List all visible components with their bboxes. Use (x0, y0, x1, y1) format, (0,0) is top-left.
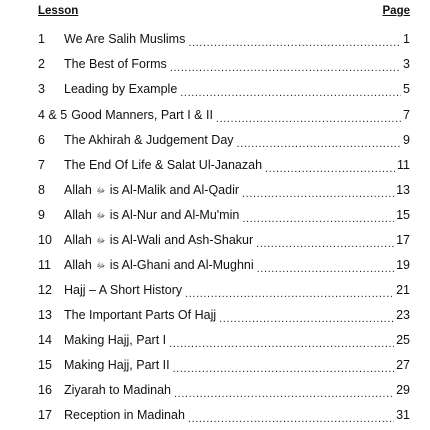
dot-leader (188, 35, 401, 47)
dot-leader (219, 311, 394, 323)
page-number: 21 (396, 283, 410, 297)
page-number: 17 (396, 233, 410, 247)
page-number: 15 (396, 208, 410, 222)
title-text: The Important Parts Of Hajj (64, 308, 217, 322)
toc-row (38, 29, 410, 49)
lesson-number: 7 (38, 158, 45, 172)
title-text: The End Of Life & Salat Ul-Janazah (64, 158, 263, 172)
page-number: 13 (396, 183, 410, 197)
title-text: is Al-Wali and Ash-Shakur (109, 233, 254, 247)
lesson-title (64, 32, 185, 46)
title-text: Making Hajj, Part II (64, 358, 170, 372)
page-number: 27 (396, 358, 410, 372)
toc-row (38, 180, 410, 200)
page-number: 11 (397, 158, 410, 172)
title-text: Allah (64, 183, 92, 197)
page-number: 19 (396, 258, 410, 272)
lesson-title (64, 82, 177, 96)
title-text: Allah (64, 233, 92, 247)
page-number: 5 (403, 82, 410, 96)
title-text: The Akhirah & Judgement Day (64, 133, 234, 147)
dot-leader (170, 60, 401, 72)
lesson-title (64, 183, 239, 197)
toc-row (38, 54, 410, 74)
dot-leader (257, 261, 394, 273)
title-text: Leading by Example (64, 82, 178, 96)
title-text: Ziyarah to Madinah (64, 383, 172, 397)
dot-leader (265, 161, 395, 173)
title-text: We Are Salih Muslims (64, 32, 186, 46)
toc-row (38, 405, 410, 425)
title-text: is Al-Ghani and Al-Mughni (109, 258, 254, 272)
page-number: 1 (403, 32, 410, 46)
dot-leader (188, 411, 394, 423)
lesson-title (64, 283, 182, 297)
dot-leader (242, 186, 394, 198)
honorific-glyph: ﷻ (96, 210, 106, 220)
toc-row (38, 305, 410, 325)
toc-row (38, 105, 410, 125)
page-number: 7 (403, 108, 410, 122)
toc-row (38, 255, 410, 275)
lesson-number: 16 (38, 383, 52, 397)
lesson-title (64, 133, 234, 147)
honorific-glyph: ﷻ (96, 235, 106, 245)
title-text: The Best of Forms (64, 57, 167, 71)
toc-row (38, 230, 410, 250)
page-number: 25 (396, 333, 410, 347)
lesson-number: 14 (38, 333, 52, 347)
lesson-number: 9 (38, 208, 45, 222)
title-text: Making Hajj, Part I (64, 333, 167, 347)
lesson-title (71, 108, 213, 122)
lesson-number: 8 (38, 183, 45, 197)
lesson-number: 6 (38, 133, 45, 147)
lesson-title (64, 258, 254, 272)
lesson-title (64, 233, 253, 247)
lesson-number: 17 (38, 408, 52, 422)
toc-row (38, 355, 410, 375)
lesson-number: 13 (38, 308, 52, 322)
lesson-title (64, 208, 239, 222)
lesson-number: 3 (38, 82, 45, 96)
lesson-title (64, 158, 262, 172)
page-number: 31 (396, 408, 410, 422)
lesson-title (64, 308, 216, 322)
title-text: Allah (64, 208, 92, 222)
lesson-number: 10 (38, 233, 52, 247)
title-text: Allah (64, 258, 92, 272)
toc-row (38, 79, 410, 99)
lesson-title (64, 57, 167, 71)
honorific-glyph: ﷻ (96, 260, 106, 270)
lesson-title (64, 383, 171, 397)
lesson-title (64, 358, 170, 372)
page-number: 9 (403, 133, 410, 147)
dot-leader (180, 85, 401, 97)
dot-leader (185, 286, 394, 298)
page-number: 3 (403, 57, 410, 71)
title-text: Reception in Madinah (64, 408, 185, 422)
page-column-header: Page (382, 5, 410, 17)
lesson-title (64, 408, 185, 422)
lesson-number: 11 (38, 258, 51, 272)
lesson-title (64, 333, 166, 347)
lesson-number: 4 & 5 (38, 108, 68, 122)
toc-row (38, 280, 410, 300)
toc-header (38, 5, 410, 23)
toc-row (38, 130, 410, 150)
dot-leader (242, 211, 394, 223)
lesson-number: 12 (38, 283, 52, 297)
title-text: Hajj – A Short History (64, 283, 183, 297)
lesson-number: 2 (38, 57, 45, 71)
dot-leader (173, 361, 395, 373)
toc-row (38, 155, 410, 175)
page-number: 29 (396, 383, 410, 397)
honorific-glyph: ﷻ (96, 185, 106, 195)
lesson-column-header: Lesson (38, 5, 79, 17)
toc-row (38, 205, 410, 225)
toc-row (38, 380, 410, 400)
title-text: Good Manners, Part I & II (71, 108, 213, 122)
dot-leader (256, 236, 394, 248)
dot-leader (216, 111, 401, 123)
page-number: 23 (396, 308, 410, 322)
title-text: is Al-Malik and Al-Qadir (109, 183, 240, 197)
dot-leader (237, 136, 402, 148)
lesson-number: 15 (38, 358, 52, 372)
dot-leader (174, 386, 394, 398)
lesson-number: 1 (38, 32, 45, 46)
toc-row (38, 330, 410, 350)
dot-leader (169, 336, 394, 348)
title-text: is Al-Nur and Al-Mu'min (109, 208, 240, 222)
